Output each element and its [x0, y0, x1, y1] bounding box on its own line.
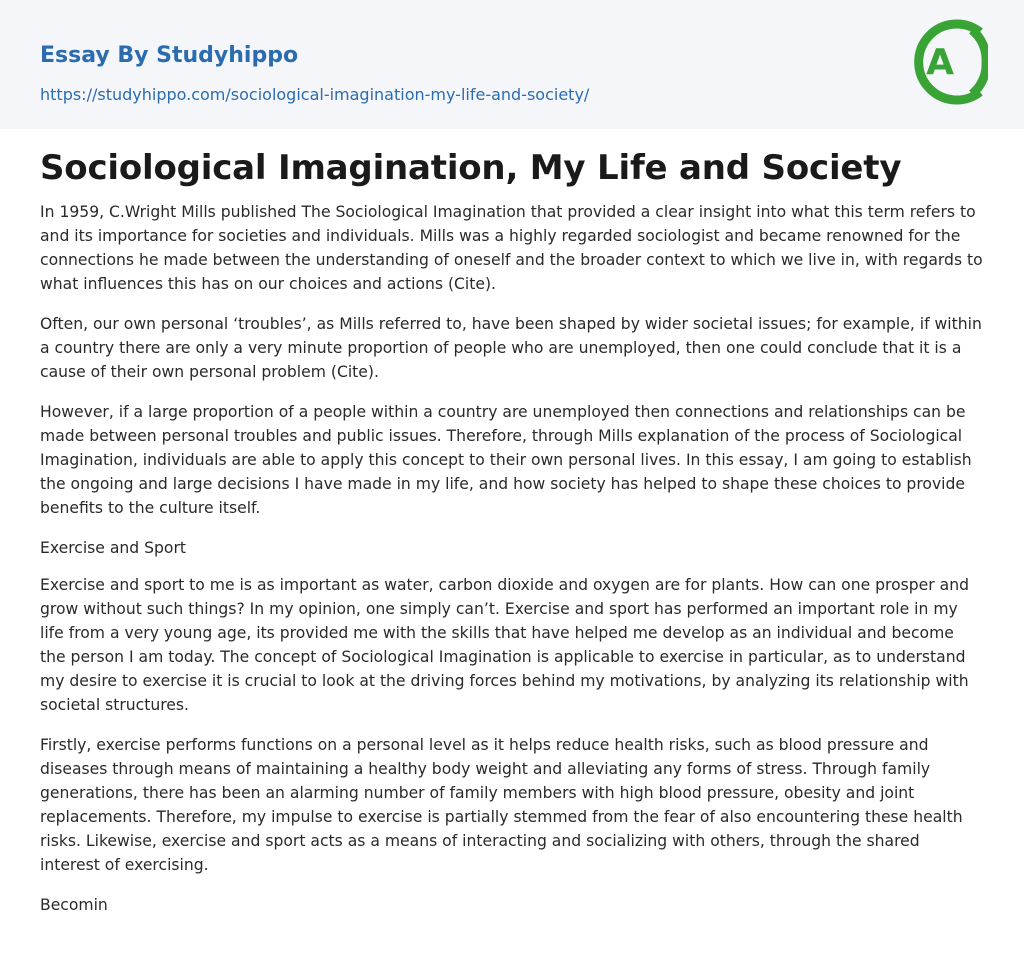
logo-letter: A	[926, 42, 954, 83]
truncated-text: Becomin	[40, 896, 108, 914]
paragraph-3: However, if a large proportion of a people within a country are unemployed then connections and relationships can be made between personal troubles and public issues. Therefore, through Mills explanation of the process of Sociological Imagination, individuals are able to apply this concept to their own personal lives. In this essay, I am going to establish the ongoing and large decisions I have made in my life, and how society has helped to shape these choices to provide benefits to the culture itself.	[40, 403, 972, 517]
section-heading-exercise: Exercise and Sport	[40, 539, 187, 557]
brand-title[interactable]: Essay By Studyhippo	[40, 43, 299, 68]
paragraph-4: Exercise and sport to me is as important as water, carbon dioxide and oxygen are for plants. How can one prosper and grow without such things? In my opinion, one simply can’t. Exercise and sport has performed an important role in my life from a very young age, its provided me with the skills that have helped me develop as an individual and become the person I am today. The concept of Sociological Imagination is applicable to exercise in particular, as to understand my desire to exercise it is crucial to look at the driving forces behind my motivations, by analyzing its relationship with societal structures.	[40, 576, 969, 714]
paragraph-5: Firstly, exercise performs functions on a personal level as it helps reduce health risks, such as blood pressure and diseases through means of maintaining a healthy body weight and alleviating any forms of stress. Through family generations, there has been an alarming number of family members with high blood pressure, obesity and joint replacements. Therefore, my impulse to exercise is partially stemmed from the fear of also encountering these health risks. Likewise, exercise and sport acts as a means of interacting and socializing with others, through the shared interest of exercising.	[40, 736, 963, 874]
article-url-link[interactable]: https://studyhippo.com/sociological-imagination-my-life-and-society/	[40, 85, 590, 104]
page-title: Sociological Imagination, My Life and Society	[40, 148, 902, 188]
studyhippo-logo-icon[interactable]	[910, 18, 988, 106]
site-header	[0, 0, 1024, 129]
article-body	[40, 142, 984, 933]
paragraph-1: In 1959, C.Wright Mills published The Sociological Imagination that provided a clear insight into what this term refers to and its importance for societies and individuals. Mills was a highly regarded sociologist and became renowned for the connections he made between the understanding of oneself and the broader context to which we live in, with regards to what influences this has on our choices and actions (Cite).	[40, 203, 983, 293]
paragraph-2: Often, our own personal ‘troubles’, as Mills referred to, have been shaped by wider societal issues; for example, if within a country there are only a very minute proportion of people who are unemployed, then one could conclude that it is a cause of their own personal problem (Cite).	[40, 315, 982, 381]
